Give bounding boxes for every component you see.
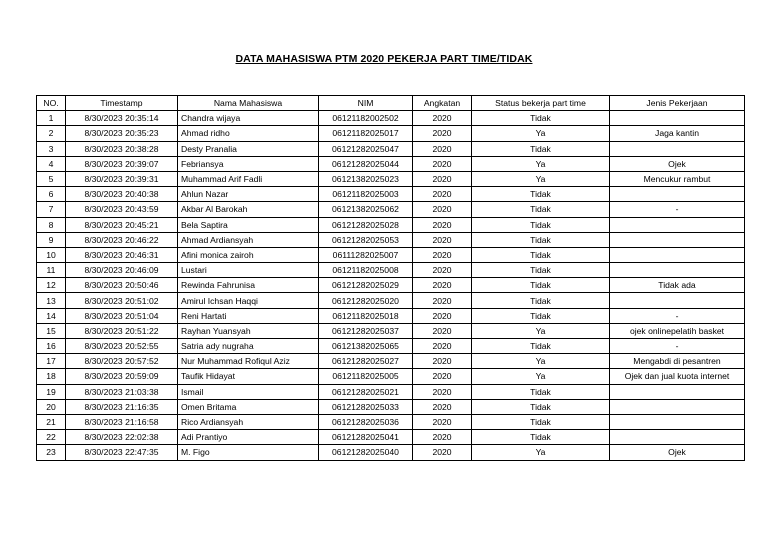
header-nama-mahasiswa: Nama Mahasiswa	[178, 96, 319, 111]
table-body	[37, 111, 745, 460]
cell-angkatan: 2020	[413, 369, 472, 384]
cell-jenis-pekerjaan	[610, 430, 745, 445]
cell-angkatan: 2020	[413, 202, 472, 217]
cell-angkatan: 2020	[413, 111, 472, 126]
table-row	[37, 369, 745, 384]
cell-timestamp: 8/30/2023 20:45:21	[66, 217, 178, 232]
cell-status: Tidak	[472, 308, 610, 323]
table-row	[37, 187, 745, 202]
cell-timestamp: 8/30/2023 20:52:55	[66, 339, 178, 354]
cell-jenis-pekerjaan	[610, 247, 745, 262]
cell-jenis-pekerjaan	[610, 187, 745, 202]
table-row	[37, 339, 745, 354]
cell-jenis-pekerjaan: Tidak ada	[610, 278, 745, 293]
cell-nama: Ahlun Nazar	[178, 187, 319, 202]
cell-timestamp: 8/30/2023 21:03:38	[66, 384, 178, 399]
cell-status: Ya	[472, 445, 610, 460]
table-row	[37, 384, 745, 399]
cell-nama: Desty Pranalia	[178, 141, 319, 156]
table-row	[37, 171, 745, 186]
cell-jenis-pekerjaan	[610, 399, 745, 414]
table-row	[37, 217, 745, 232]
cell-no: 1	[37, 111, 66, 126]
cell-status: Tidak	[472, 202, 610, 217]
cell-no: 14	[37, 308, 66, 323]
cell-nim: 06121282025036	[319, 414, 413, 429]
cell-no: 7	[37, 202, 66, 217]
cell-status: Tidak	[472, 232, 610, 247]
table-row	[37, 445, 745, 460]
cell-angkatan: 2020	[413, 354, 472, 369]
cell-angkatan: 2020	[413, 339, 472, 354]
table-row	[37, 247, 745, 262]
cell-angkatan: 2020	[413, 217, 472, 232]
cell-jenis-pekerjaan	[610, 217, 745, 232]
cell-nim: 06121282025041	[319, 430, 413, 445]
header-jenis-pekerjaan: Jenis Pekerjaan	[610, 96, 745, 111]
cell-nim: 06121182025003	[319, 187, 413, 202]
cell-timestamp: 8/30/2023 20:50:46	[66, 278, 178, 293]
cell-no: 6	[37, 187, 66, 202]
cell-angkatan: 2020	[413, 323, 472, 338]
cell-timestamp: 8/30/2023 20:35:14	[66, 111, 178, 126]
cell-timestamp: 8/30/2023 21:16:58	[66, 414, 178, 429]
cell-nama: Febriansya	[178, 156, 319, 171]
cell-nim: 06121382025062	[319, 202, 413, 217]
cell-status: Ya	[472, 354, 610, 369]
cell-nama: Rayhan Yuansyah	[178, 323, 319, 338]
table-row	[37, 141, 745, 156]
cell-no: 4	[37, 156, 66, 171]
cell-timestamp: 8/30/2023 20:46:31	[66, 247, 178, 262]
cell-angkatan: 2020	[413, 445, 472, 460]
cell-jenis-pekerjaan	[610, 293, 745, 308]
cell-jenis-pekerjaan	[610, 141, 745, 156]
cell-jenis-pekerjaan: Ojek	[610, 156, 745, 171]
cell-nim: 06121182025018	[319, 308, 413, 323]
cell-nama: Chandra wijaya	[178, 111, 319, 126]
cell-status: Tidak	[472, 111, 610, 126]
cell-no: 5	[37, 171, 66, 186]
cell-no: 21	[37, 414, 66, 429]
cell-no: 16	[37, 339, 66, 354]
header-angkatan: Angkatan	[413, 96, 472, 111]
cell-status: Tidak	[472, 339, 610, 354]
cell-nim: 06121282025020	[319, 293, 413, 308]
cell-no: 13	[37, 293, 66, 308]
cell-no: 8	[37, 217, 66, 232]
cell-nim: 06121182002502	[319, 111, 413, 126]
cell-status: Ya	[472, 156, 610, 171]
cell-timestamp: 8/30/2023 20:51:22	[66, 323, 178, 338]
cell-no: 17	[37, 354, 66, 369]
cell-status: Tidak	[472, 263, 610, 278]
cell-nama: Rico Ardiansyah	[178, 414, 319, 429]
cell-nim: 06121282025037	[319, 323, 413, 338]
cell-no: 9	[37, 232, 66, 247]
table-row	[37, 232, 745, 247]
table-row	[37, 414, 745, 429]
table-row	[37, 202, 745, 217]
cell-nim: 06121282025044	[319, 156, 413, 171]
cell-nama: Rewinda Fahrunisa	[178, 278, 319, 293]
cell-no: 10	[37, 247, 66, 262]
cell-jenis-pekerjaan: -	[610, 339, 745, 354]
cell-timestamp: 8/30/2023 20:38:28	[66, 141, 178, 156]
cell-timestamp: 8/30/2023 22:02:38	[66, 430, 178, 445]
cell-status: Tidak	[472, 141, 610, 156]
cell-timestamp: 8/30/2023 20:35:23	[66, 126, 178, 141]
cell-nim: 06121182025008	[319, 263, 413, 278]
cell-status: Tidak	[472, 384, 610, 399]
cell-jenis-pekerjaan	[610, 232, 745, 247]
cell-status: Tidak	[472, 217, 610, 232]
cell-jenis-pekerjaan	[610, 111, 745, 126]
cell-angkatan: 2020	[413, 171, 472, 186]
cell-timestamp: 8/30/2023 20:51:02	[66, 293, 178, 308]
cell-no: 22	[37, 430, 66, 445]
cell-status: Tidak	[472, 247, 610, 262]
cell-no: 3	[37, 141, 66, 156]
table-row	[37, 430, 745, 445]
table-row	[37, 278, 745, 293]
cell-timestamp: 8/30/2023 20:57:52	[66, 354, 178, 369]
header-nim: NIM	[319, 96, 413, 111]
cell-no: 19	[37, 384, 66, 399]
cell-jenis-pekerjaan: -	[610, 308, 745, 323]
table-row	[37, 399, 745, 414]
cell-nim: 06111282025007	[319, 247, 413, 262]
cell-no: 20	[37, 399, 66, 414]
cell-angkatan: 2020	[413, 263, 472, 278]
cell-status: Ya	[472, 171, 610, 186]
header-timestamp: Timestamp	[66, 96, 178, 111]
cell-angkatan: 2020	[413, 247, 472, 262]
cell-jenis-pekerjaan	[610, 384, 745, 399]
table-row	[37, 263, 745, 278]
cell-status: Ya	[472, 126, 610, 141]
cell-angkatan: 2020	[413, 399, 472, 414]
cell-status: Tidak	[472, 430, 610, 445]
cell-jenis-pekerjaan: Ojek	[610, 445, 745, 460]
cell-jenis-pekerjaan	[610, 414, 745, 429]
cell-angkatan: 2020	[413, 414, 472, 429]
cell-angkatan: 2020	[413, 278, 472, 293]
cell-angkatan: 2020	[413, 156, 472, 171]
cell-timestamp: 8/30/2023 22:47:35	[66, 445, 178, 460]
cell-angkatan: 2020	[413, 308, 472, 323]
cell-nim: 06121182025017	[319, 126, 413, 141]
cell-no: 23	[37, 445, 66, 460]
cell-no: 11	[37, 263, 66, 278]
table-row	[37, 126, 745, 141]
cell-nama: Bela Saptira	[178, 217, 319, 232]
cell-timestamp: 8/30/2023 20:40:38	[66, 187, 178, 202]
table-row	[37, 293, 745, 308]
cell-nim: 06121382025023	[319, 171, 413, 186]
cell-no: 2	[37, 126, 66, 141]
table-row	[37, 354, 745, 369]
cell-timestamp: 8/30/2023 20:51:04	[66, 308, 178, 323]
cell-nama: M. Figo	[178, 445, 319, 460]
cell-timestamp: 8/30/2023 21:16:35	[66, 399, 178, 414]
cell-status: Ya	[472, 323, 610, 338]
cell-timestamp: 8/30/2023 20:43:59	[66, 202, 178, 217]
table-row	[37, 308, 745, 323]
cell-jenis-pekerjaan	[610, 263, 745, 278]
header-no: NO.	[37, 96, 66, 111]
cell-nim: 06121282025053	[319, 232, 413, 247]
cell-angkatan: 2020	[413, 187, 472, 202]
cell-angkatan: 2020	[413, 141, 472, 156]
cell-timestamp: 8/30/2023 20:39:07	[66, 156, 178, 171]
student-table	[36, 95, 745, 461]
cell-nim: 06121282025029	[319, 278, 413, 293]
cell-angkatan: 2020	[413, 384, 472, 399]
cell-nim: 06121282025047	[319, 141, 413, 156]
header-row	[37, 96, 745, 111]
cell-angkatan: 2020	[413, 293, 472, 308]
cell-no: 18	[37, 369, 66, 384]
cell-nama: Lustari	[178, 263, 319, 278]
cell-nama: Ahmad ridho	[178, 126, 319, 141]
cell-nama: Taufik Hidayat	[178, 369, 319, 384]
table-row	[37, 323, 745, 338]
cell-nim: 06121182025005	[319, 369, 413, 384]
header-status: Status bekerja part time	[472, 96, 610, 111]
cell-nama: Muhammad Arif Fadli	[178, 171, 319, 186]
cell-jenis-pekerjaan: Jaga kantin	[610, 126, 745, 141]
cell-no: 15	[37, 323, 66, 338]
cell-nama: Satria ady nugraha	[178, 339, 319, 354]
cell-nim: 06121382025065	[319, 339, 413, 354]
table-row	[37, 156, 745, 171]
cell-status: Tidak	[472, 414, 610, 429]
cell-nama: Reni Hartati	[178, 308, 319, 323]
cell-status: Tidak	[472, 187, 610, 202]
cell-nim: 06121282025033	[319, 399, 413, 414]
table-row	[37, 111, 745, 126]
cell-timestamp: 8/30/2023 20:46:09	[66, 263, 178, 278]
cell-nim: 06121282025027	[319, 354, 413, 369]
cell-jenis-pekerjaan: -	[610, 202, 745, 217]
cell-timestamp: 8/30/2023 20:46:22	[66, 232, 178, 247]
cell-status: Ya	[472, 369, 610, 384]
cell-timestamp: 8/30/2023 20:39:31	[66, 171, 178, 186]
cell-nama: Akbar Al Barokah	[178, 202, 319, 217]
cell-nama: Adi Prantiyo	[178, 430, 319, 445]
cell-jenis-pekerjaan: Mengabdi di pesantren	[610, 354, 745, 369]
cell-nama: Amirul Ichsan Haqqi	[178, 293, 319, 308]
cell-jenis-pekerjaan: Ojek dan jual kuota internet	[610, 369, 745, 384]
cell-status: Tidak	[472, 399, 610, 414]
cell-angkatan: 2020	[413, 232, 472, 247]
cell-angkatan: 2020	[413, 126, 472, 141]
cell-nim: 06121282025021	[319, 384, 413, 399]
cell-nama: Ismail	[178, 384, 319, 399]
cell-status: Tidak	[472, 278, 610, 293]
cell-jenis-pekerjaan: ojek onlinepelatih basket	[610, 323, 745, 338]
document-title: DATA MAHASISWA PTM 2020 PEKERJA PART TIME/TIDAK	[235, 53, 533, 65]
cell-nama: Omen Britama	[178, 399, 319, 414]
cell-status: Tidak	[472, 293, 610, 308]
cell-angkatan: 2020	[413, 430, 472, 445]
cell-jenis-pekerjaan: Mencukur rambut	[610, 171, 745, 186]
cell-nama: Ahmad Ardiansyah	[178, 232, 319, 247]
cell-nim: 06121282025028	[319, 217, 413, 232]
cell-timestamp: 8/30/2023 20:59:09	[66, 369, 178, 384]
cell-nim: 06121282025040	[319, 445, 413, 460]
cell-nama: Afini monica zairoh	[178, 247, 319, 262]
cell-nama: Nur Muhammad Rofiqul Aziz	[178, 354, 319, 369]
cell-no: 12	[37, 278, 66, 293]
